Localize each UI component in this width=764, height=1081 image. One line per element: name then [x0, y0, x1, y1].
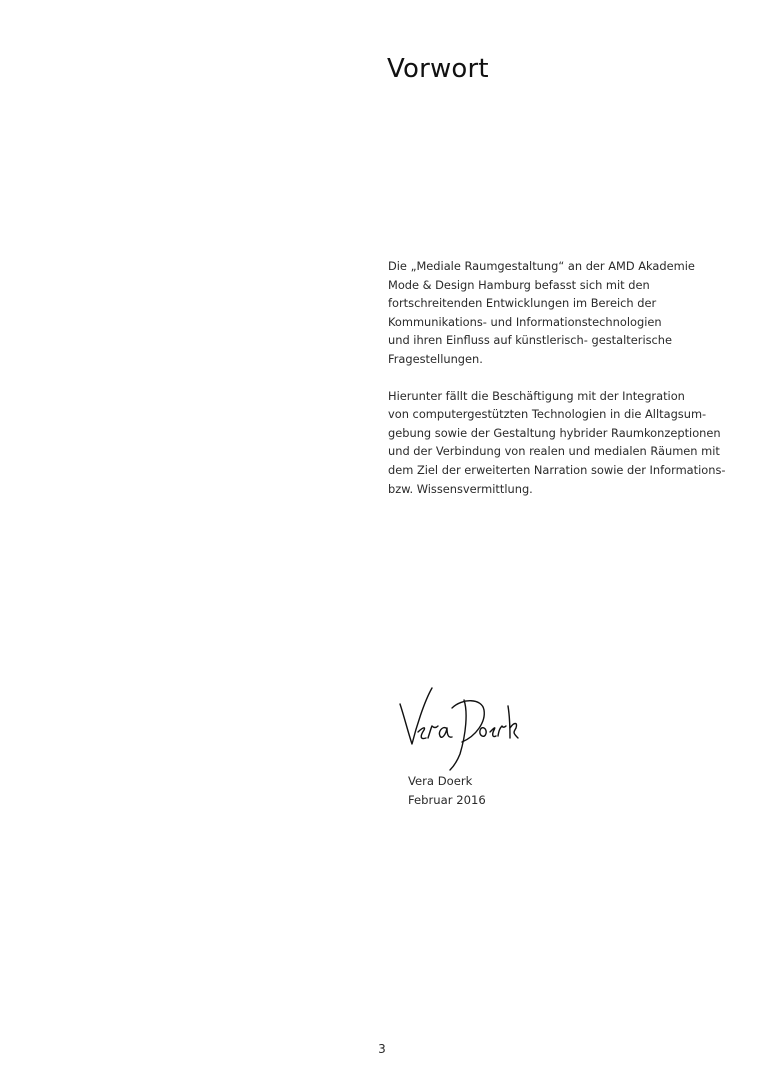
signer-block: [408, 772, 486, 809]
paragraph-2: Hierunter fällt die Beschäftigung mit der Integration von computergestützten Technologien in die Alltagsum- gebung sowie der Gestaltung hybrider Raumkonzeptionen und der Verbindung von realen und medialen Räumen mit dem Ziel der erweiterten Narration sowie der Informations- bzw. Wissensvermittlung.: [388, 388, 726, 496]
paragraph-1: Die „Mediale Raumgestaltung“ an der AMD Akademie Mode & Design Hamburg befasst sich mit den fortschreitenden Entwicklungen im Bereich der Kommunikations- und Informationstechnologien und ihren Einfluss auf künstlerisch- gestalterische Fragestellungen.: [388, 259, 695, 366]
page-title: Vorwort: [387, 54, 489, 84]
foreword-body: [388, 257, 728, 516]
page-number: 3: [378, 1042, 386, 1056]
signature-date: Februar 2016: [408, 792, 486, 807]
handwritten-signature: [398, 682, 522, 772]
author-name: Vera Doerk: [408, 774, 473, 788]
